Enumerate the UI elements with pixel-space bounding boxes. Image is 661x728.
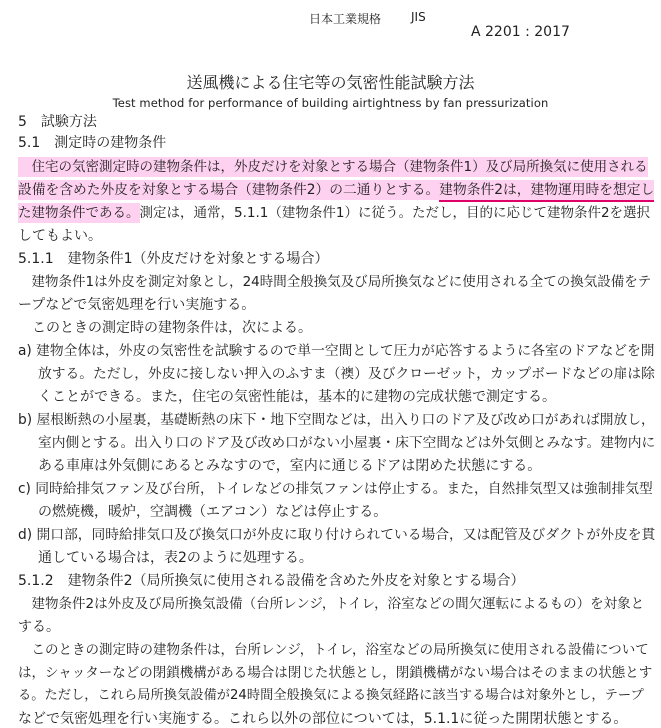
list-item-d-line-1: d) 開口部，同時給排気口及び換気口が外皮に取り付けられている場合，又は配管及びダクトが外皮を貫 [18, 527, 656, 543]
highlighted-text: 住宅の気密測定時の建物条件は，外皮だけを対象とする場合（建物条件1）及び局所換気に使用される [18, 159, 648, 175]
list-item-a-line-1: a) 建物全体は，外皮の気密性を試験するので単一空間として圧力が応答するように各室のドアなどを開 [18, 343, 655, 359]
list-item-c-line-2: の燃焼機，暖炉，空調機（エアコン）などは停止する。 [38, 504, 388, 520]
underlined-highlighted-text: 建物条件2は，建物運用時を想定し [439, 180, 654, 202]
list-item-b-line-3: ある車庫は外気側にあるとみなすので，室内に通じるドアは閉めた状態にする。 [38, 458, 542, 474]
jis-label: JIS [411, 10, 426, 24]
paragraph-text-end: て [635, 642, 649, 658]
paragraph-5-line-4: などで気密処理を行い実施する。これら以外の部位については，5.1.1に従った開閉状態とする。 [18, 711, 628, 727]
paragraph-text: このときの測定時の建物条件は，台所レンジ，トイレ，浴室などの局所換気に使用される設備につい [18, 642, 636, 658]
paragraph-5-line-2: は，シャッターなどの閉鎖機構がある場合は閉じた状態とし，閉鎖機構がない場合はそのままの状態とす [18, 665, 653, 681]
page-title-ja: 送風機による住宅等の気密性能試験方法 [186, 73, 475, 92]
highlighted-text: た建物条件である。 [18, 205, 140, 221]
highlighted-text: 設備を含めた外皮を対象とする場合（建物条件2）の二通りとする。 [18, 182, 440, 198]
paragraph-3-line-1: このときの測定時の建物条件は，次による。 [18, 320, 312, 336]
standard-label: 日本工業規格 [309, 12, 382, 26]
standard-number: A 2201 : 2017 [471, 24, 570, 40]
page-title-en: Test method for performance of building airtightness by fan pressurization [112, 96, 549, 110]
list-item-b-line-2: 室内側とする。出入り口のドア及び改め口がない小屋裏・床下空間などは外気側とみなす。建物内に [38, 435, 656, 451]
section-5-1-heading: 5.1 測定時の建物条件 [18, 135, 167, 151]
paragraph-2-line-2: ープなどで気密処理を行い実施する。 [18, 297, 256, 313]
list-item-a-line-3: くことができる。また，住宅の気密性能は，基本的に建物の完成状態で測定する。 [38, 389, 556, 405]
section-5-1-1-heading: 5.1.1 建物条件1（外皮だけを対象とする場合） [18, 251, 329, 267]
paragraph-text: 測定は，通常，5.1.1（建物条件1）に従う。ただし，目的に応じて建物条件2を選択 [139, 205, 651, 221]
paragraph-1-line-4: してもよい。 [18, 228, 102, 244]
list-item-d-line-2: 通している場合は，表2のように処理する。 [38, 550, 313, 566]
paragraph-5-line-1 [18, 641, 649, 659]
list-item-b-line-1: b) 屋根断熱の小屋裏，基礎断熱の床下・地下空間などは，出入り口のドア及び改め口があれば開放し， [18, 412, 655, 428]
paragraph-1-line-3 [18, 204, 650, 222]
paragraph-1-line-2 [18, 181, 654, 199]
list-item-a-line-2: 放する。ただし，外皮に接しない押入のふすま（襖）及びクローゼット，カップボードなどの扉は除 [38, 366, 655, 382]
list-item-c-line-1: c) 同時給排気ファン及び台所，トイレなどの排気ファンは停止する。また，自然排気型又は強制排気型 [18, 481, 653, 497]
paragraph-4-line-2: する。 [18, 619, 60, 635]
paragraph-4-line-1: 建物条件2は外皮及び局所換気設備（台所レンジ，トイレ，浴室などの間欠運転によるもの）を対象と [18, 596, 645, 612]
paragraph-2-line-1: 建物条件1は外皮を測定対象とし，24時間全般換気及び局所換気などに使用される全ての換気設備をテ [18, 274, 652, 290]
paragraph-1-line-1 [18, 158, 648, 176]
section-5-1-2-heading: 5.1.2 建物条件2（局所換気に使用される設備を含めた外皮を対象とする場合） [18, 573, 525, 589]
paragraph-5-line-3: る。ただし，これら局所換気設備が24時間全般換気による換気経路に該当する場合は対象外とし，テープ [18, 688, 644, 703]
section-5-heading: 5 試験方法 [18, 114, 97, 130]
